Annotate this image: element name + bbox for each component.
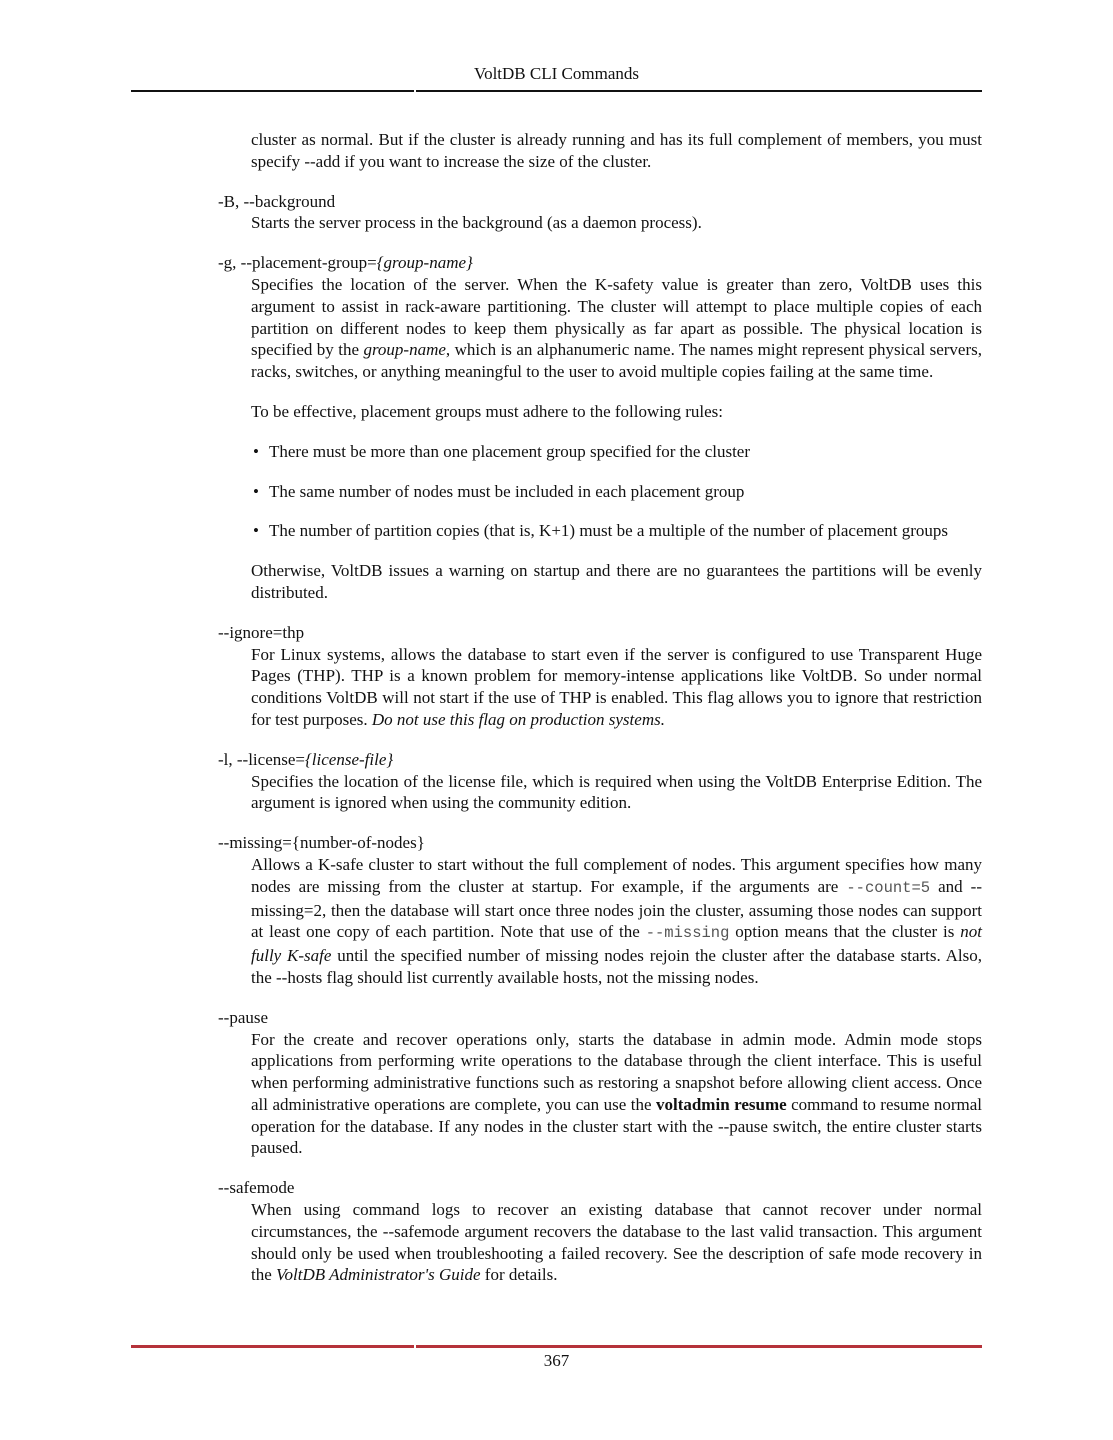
code-snippet: --missing xyxy=(645,924,730,943)
footer-rule-left xyxy=(131,1345,414,1348)
desc-emphasis: group-name xyxy=(363,340,446,360)
desc-text: For Linux systems, allows the database to start even if the server is configured to use Transparent Huge Pages (THP). THP is a known problem for memory-intense applications like VoltDB. So under normal conditions VoltDB will not start if the use of THP is enabled. This flag allows you to ignore that restriction for test purposes. xyxy=(251,644,982,729)
placement-rules-list xyxy=(251,441,982,542)
desc-text: Specifies the location of the server. When the K-safety value is greater than zero, VoltDB uses this argument to assist in rack-aware partitioning. The cluster will attempt to place multiple copies of each partition on different nodes to keep them physically as far apart as possible. The physical location is specified by the xyxy=(251,274,982,360)
page-header-title: VoltDB CLI Commands xyxy=(474,64,639,83)
list-item xyxy=(251,481,982,503)
desc-text: until the specified number of missing nodes rejoin the cluster after the database starts. Also, the --hosts flag should list currently available hosts, not the missing nodes. xyxy=(251,946,982,987)
option-description xyxy=(251,854,982,989)
option-ignore-thp xyxy=(218,622,982,731)
option-term: -B, --background xyxy=(218,191,336,211)
term-prefix: -g, --placement-group= xyxy=(218,253,377,273)
header-rule-left xyxy=(131,90,414,92)
option-term: --ignore=thp xyxy=(218,622,305,642)
bullet-icon: • xyxy=(253,481,259,501)
footer-rule xyxy=(131,1345,982,1348)
desc-text: For the create and recover operations only, starts the database in admin mode. Admin mode stops applications from performing write operations to the database through the client interface. This is useful when performing administrative functions such as restoring a snapshot before allowing client access. Once all administrative operations are complete, you can use the xyxy=(251,1029,982,1114)
option-term: --pause xyxy=(218,1007,269,1027)
list-item-text: There must be more than one placement group specified for the cluster xyxy=(269,441,751,461)
header-rule xyxy=(131,90,982,92)
intro-paragraph: cluster as normal. But if the cluster is already running and has its full complement of members, you must specify --add if you want to increase the size of the cluster. xyxy=(251,130,982,171)
desc-text: and --missing=2, then the database will start once three nodes join the cluster, assuming those nodes can support at least one copy of each partition. Note that use of the xyxy=(251,876,983,942)
option-term: --safemode xyxy=(218,1178,295,1198)
rules-intro: To be effective, placement groups must adhere to the following rules: xyxy=(251,401,723,421)
book-title: VoltDB Administrator's Guide xyxy=(276,1265,481,1285)
option-description: Specifies the location of the license file, which is required when using the VoltDB Enterprise Edition. The argument is ignored when using the community edition. xyxy=(251,771,982,813)
option-license xyxy=(218,749,982,814)
desc-emphasis: not fully K-safe xyxy=(251,922,982,966)
desc-warning: Do not use this flag on production systems. xyxy=(371,709,665,729)
option-term xyxy=(218,749,982,771)
option-description xyxy=(251,274,982,383)
bullet-icon: • xyxy=(253,521,259,541)
desc-text: Allows a K-safe cluster to start without the full complement of nodes. This argument specifies how many nodes are missing from the cluster at startup. For example, if the arguments are xyxy=(251,854,982,896)
list-item-text: The same number of nodes must be included in each placement group xyxy=(269,481,745,501)
option-term: --missing={number-of-nodes} xyxy=(218,833,425,853)
desc-text: When using command logs to recover an existing database that cannot recover under normal circumstances, the --safemode argument recovers the database to the last valid transaction. This argument should only be used when troubleshooting a failed recovery. See the description of safe mode recovery in the xyxy=(251,1200,982,1285)
list-item xyxy=(251,520,982,542)
desc-text: command to resume normal operation for the database. If any nodes in the cluster start with the --pause switch, the entire cluster starts paused. xyxy=(251,1094,982,1158)
option-description xyxy=(251,1199,982,1286)
option-description: Starts the server process in the background (as a daemon process). xyxy=(251,213,702,233)
footer-rule-right xyxy=(416,1345,982,1348)
list-item-text: The number of partition copies (that is, K+1) must be a multiple of the number of placement groups xyxy=(269,521,949,541)
term-prefix: -l, --license= xyxy=(218,749,305,769)
option-safemode xyxy=(218,1177,982,1286)
option-term xyxy=(218,252,982,274)
option-description xyxy=(251,644,982,731)
bullet-icon: • xyxy=(253,441,259,461)
list-item xyxy=(251,441,982,463)
desc-text: option means that the cluster is xyxy=(729,922,961,942)
option-background xyxy=(218,191,982,235)
option-pause xyxy=(218,1007,982,1160)
term-placeholder: {group-name} xyxy=(376,253,473,273)
page-number: 367 xyxy=(543,1351,570,1370)
page-content xyxy=(218,129,982,1304)
option-placement-group xyxy=(218,252,982,604)
desc-text: for details. xyxy=(480,1265,558,1285)
option-missing xyxy=(218,832,982,989)
code-snippet: --count=5 xyxy=(846,878,931,897)
term-placeholder: {license-file} xyxy=(305,749,394,769)
command-name: voltadmin resume xyxy=(655,1094,787,1114)
desc-text: , which is an alphanumeric name. The names might represent physical servers, racks, switches, or anything meaningful to the user to avoid multiple copies failing at the same time. xyxy=(251,340,982,382)
option-description xyxy=(251,1029,982,1160)
rules-outro: Otherwise, VoltDB issues a warning on startup and there are no guarantees the partitions will be evenly distributed. xyxy=(251,561,982,602)
header-rule-right xyxy=(416,90,982,92)
